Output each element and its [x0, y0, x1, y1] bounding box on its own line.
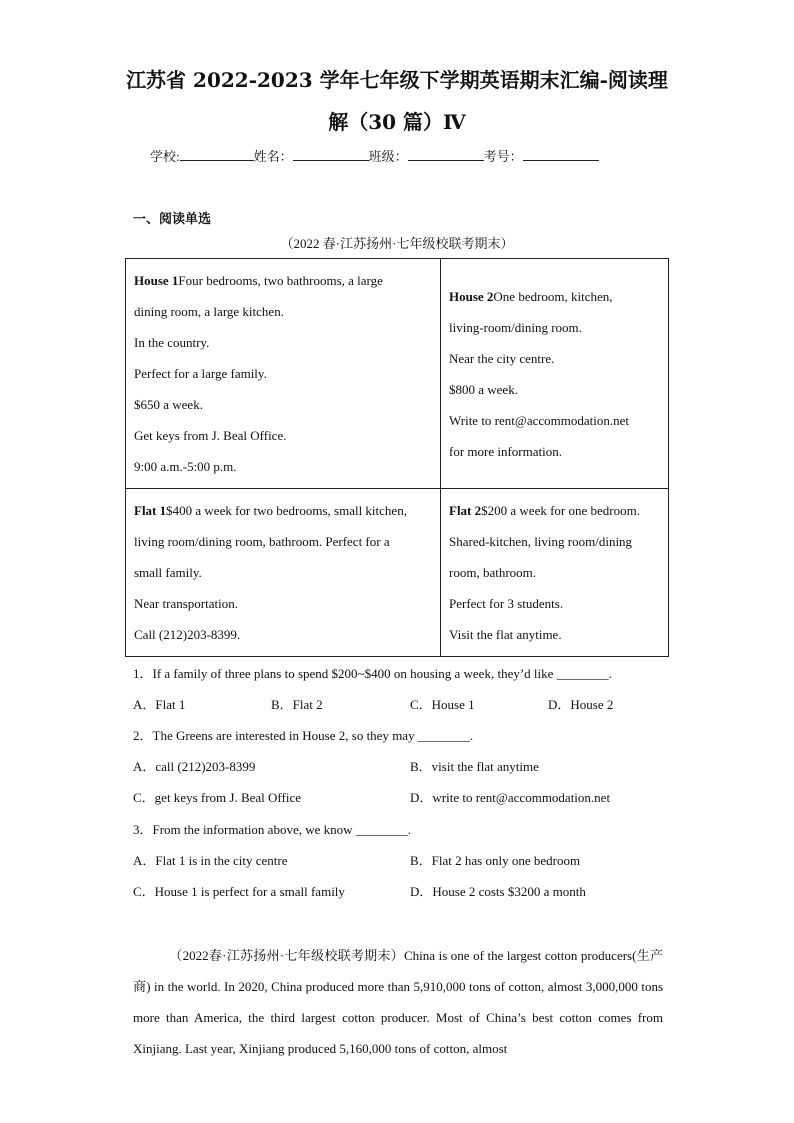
q2-option-d[interactable]: D．write to rent@accommodation.net: [410, 790, 611, 805]
ad-line: $650 a week.: [134, 397, 203, 412]
class-label: 班级：: [368, 149, 408, 164]
q2-option-b[interactable]: B．visit the flat anytime: [410, 759, 539, 774]
q1-option-b[interactable]: B．Flat 2: [271, 697, 323, 712]
q3-option-d[interactable]: D．House 2 costs $3200 a month: [410, 884, 586, 899]
q1-option-d[interactable]: D．House 2: [548, 697, 614, 712]
school-label: 学校:: [150, 149, 180, 164]
number-label: 考号：: [483, 149, 523, 164]
ad-line: Write to rent@accommodation.net: [449, 412, 630, 428]
class-blank: [408, 148, 484, 161]
ad-house2-name: House 2: [449, 288, 494, 304]
question-3-stem: 3．From the information above, we know ________.: [133, 822, 412, 837]
q3-option-b[interactable]: B．Flat 2 has only one bedroom: [410, 853, 581, 868]
ad-line: living room/dining room, bathroom. Perfect for a: [134, 534, 390, 549]
q3-option-a[interactable]: A．Flat 1 is in the city centre: [133, 853, 288, 868]
passage-source: （2022春·江苏扬州·七年级校联考期末）: [169, 948, 405, 963]
document-title-line2: 解（30 篇）Ⅳ: [328, 110, 466, 134]
ad-line: Call (212)203-8399.: [134, 627, 241, 642]
ad-line: $400 a week for two bedrooms, small kitchen,: [166, 503, 407, 518]
question-source: （2022 春·江苏扬州·七年级校联考期末）: [280, 236, 514, 251]
housing-ads-table: [125, 258, 669, 657]
school-blank: [180, 148, 254, 161]
ad-line: room, bathroom.: [449, 565, 537, 580]
ad-flat1-name: Flat 1: [134, 503, 167, 518]
passage-text: China is one of the largest cotton producers(生产商) in the world. In 2020, China produced more than 5,910,000 tons of cotton, almost 3,000,000 tons more than America, the third largest cotton producer. Most of China’s best cotton comes from Xinjiang. Last year, Xinjiang produced 5,160,000 tons of cotton, almost: [133, 948, 663, 1056]
ad-house1-name: House 1: [134, 273, 179, 288]
ad-line: Visit the flat anytime.: [449, 627, 562, 642]
question-1-stem: 1．If a family of three plans to spend $200~$400 on housing a week, they’d like ________.: [133, 666, 612, 681]
section-heading: 一、阅读单选: [133, 212, 212, 227]
ad-line: Four bedrooms, two bathrooms, a large: [178, 273, 383, 288]
ad-flat1: [126, 489, 441, 657]
document-title-line1: 江苏省 2022-2023 学年七年级下学期英语期末汇编-阅读理: [126, 68, 668, 92]
ad-line: Get keys from J. Beal Office.: [134, 428, 287, 443]
ad-line: $200 a week for one bedroom.: [481, 503, 640, 518]
reading-passage: [133, 940, 663, 1064]
ad-flat2: [441, 489, 669, 657]
ad-line: 9:00 a.m.-5:00 p.m.: [134, 459, 237, 474]
question-2-stem: 2．The Greens are interested in House 2, so they may ________.: [133, 728, 474, 743]
ad-line: In the country.: [134, 335, 210, 350]
ad-line: small family.: [134, 565, 202, 580]
ad-line: for more information.: [449, 443, 562, 459]
ad-line: Shared-kitchen, living room/dining: [449, 534, 633, 549]
q2-option-a[interactable]: A．call (212)203-8399: [133, 759, 256, 774]
ad-line: Near the city centre.: [449, 350, 555, 366]
ad-line: One bedroom, kitchen,: [493, 288, 613, 304]
student-info-line: [150, 146, 599, 165]
ad-line: living-room/dining room.: [449, 319, 582, 335]
q3-option-c[interactable]: C．House 1 is perfect for a small family: [133, 884, 345, 899]
q1-option-a[interactable]: A．Flat 1: [133, 697, 186, 712]
ad-line: Perfect for a large family.: [134, 366, 267, 381]
ad-line: $800 a week.: [449, 381, 518, 397]
q2-option-c[interactable]: C．get keys from J. Beal Office: [133, 790, 301, 805]
ad-flat2-name: Flat 2: [449, 503, 482, 518]
ad-line: Perfect for 3 students.: [449, 596, 564, 611]
ad-line: dining room, a large kitchen.: [134, 304, 284, 319]
q1-option-c[interactable]: C．House 1: [410, 697, 475, 712]
number-blank: [523, 148, 599, 161]
name-label: 姓名：: [253, 149, 293, 164]
ad-house1: [126, 259, 441, 489]
ad-house2: [441, 259, 669, 489]
name-blank: [293, 148, 369, 161]
ad-line: Near transportation.: [134, 596, 238, 611]
